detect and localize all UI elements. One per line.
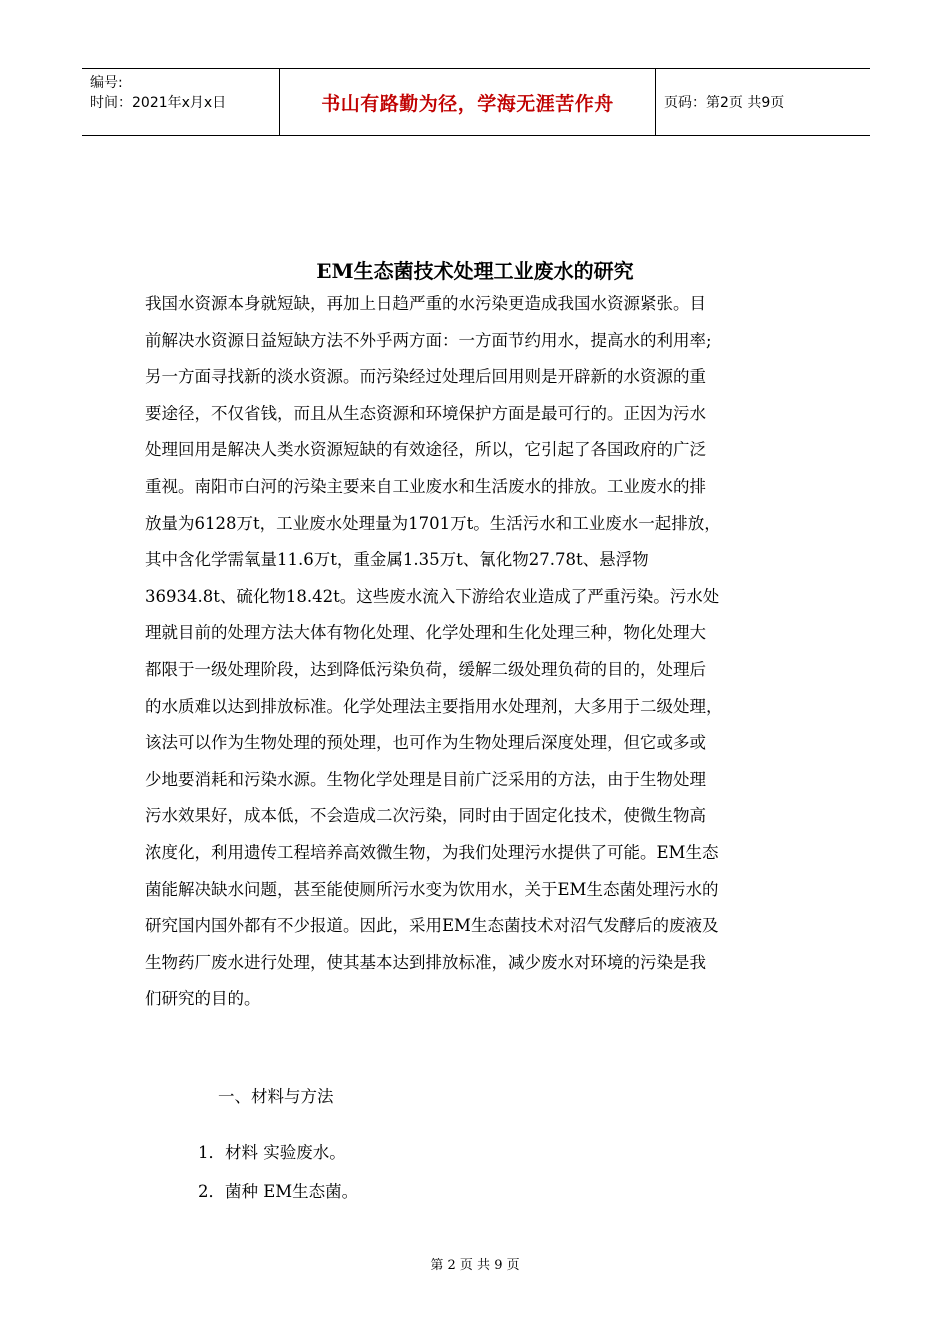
paragraph-line: 重视。南阳市白河的污染主要来自工业废水和生活废水的排放。工业废水的排 [145, 476, 706, 496]
section-heading: 一、材料与方法 [218, 1087, 334, 1106]
time-label: 时间：2021年x月x日 [90, 95, 227, 111]
paragraph-line: 的水质难以达到排放标准。化学处理法主要指用水处理剂，大多用于二级处理， [145, 696, 723, 716]
paragraph-line: 生物药厂废水进行处理，使其基本达到排放标准，减少废水对环境的污染是我 [145, 952, 706, 972]
list-item-materials: 1．材料 实验废水。 [198, 1143, 346, 1162]
paragraph-line: 处理回用是解决人类水资源短缺的有效途径，所以，它引起了各国政府的广泛 [145, 440, 706, 460]
serial-label: 编号: [90, 75, 123, 91]
paragraph-line: 理就目前的处理方法大体有物化处理、化学处理和生化处理三种，物化处理大 [145, 623, 706, 643]
page-footer: 第 2 页 共 9 页 [430, 1258, 520, 1273]
header-meta-cell [82, 69, 280, 135]
document-title: EM生态菌技术处理工业废水的研究 [316, 259, 634, 283]
paragraph-line: 该法可以作为生物处理的预处理，也可作为生物处理后深度处理，但它或多或 [145, 733, 706, 753]
header-table [82, 68, 870, 136]
paragraph-line: 们研究的目的。 [145, 989, 261, 1009]
paragraph-line: 36934.8t、硫化物18.42t。这些废水流入下游给农业造成了严重污染。污水处 [145, 586, 720, 606]
paragraph-line: 浓度化，利用遗传工程培养高效微生物，为我们处理污水提供了可能。EM生态 [145, 842, 719, 862]
body-paragraph [145, 286, 805, 1018]
paragraph-line: 污水效果好，成本低，不会造成二次污染，同时由于固定化技术，使微生物高 [145, 806, 706, 826]
paragraph-line: 另一方面寻找新的淡水资源。而污染经过处理后回用则是开辟新的水资源的重 [145, 367, 706, 387]
paragraph-line: 要途径，不仅省钱，而且从生态资源和环境保护方面是最可行的。正因为污水 [145, 403, 706, 423]
paragraph-line: 研究国内国外都有不少报道。因此，采用EM生态菌技术对沼气发酵后的废液及 [145, 916, 719, 936]
paragraph-line: 放量为6128万t，工业废水处理量为1701万t。生活污水和工业废水一起排放， [145, 513, 721, 533]
paragraph-line: 少地要消耗和污染水源。生物化学处理是目前广泛采用的方法，由于生物处理 [145, 769, 706, 789]
paragraph-line: 都限于一级处理阶段，达到降低污染负荷，缓解二级处理负荷的目的，处理后 [145, 659, 706, 679]
list-item-strain: 2．菌种 EM生态菌。 [198, 1182, 359, 1201]
paragraph-line: 其中含化学需氧量11.6万t，重金属1.35万t、氰化物27.78t、悬浮物 [145, 550, 649, 570]
paragraph-line: 菌能解决缺水问题，甚至能使厕所污水变为饮用水，关于EM生态菌处理污水的 [145, 879, 719, 899]
paragraph-line: 前解决水资源日益短缺方法不外乎两方面：一方面节约用水，提高水的利用率; [145, 330, 712, 350]
header-page-info: 页码：第2页 共9页 [664, 95, 785, 111]
paragraph-line: 我国水资源本身就短缺，再加上日趋严重的水污染更造成我国水资源紧张。目 [145, 294, 706, 313]
header-motto: 书山有路勤为径，学海无涯苦作舟 [280, 69, 656, 135]
